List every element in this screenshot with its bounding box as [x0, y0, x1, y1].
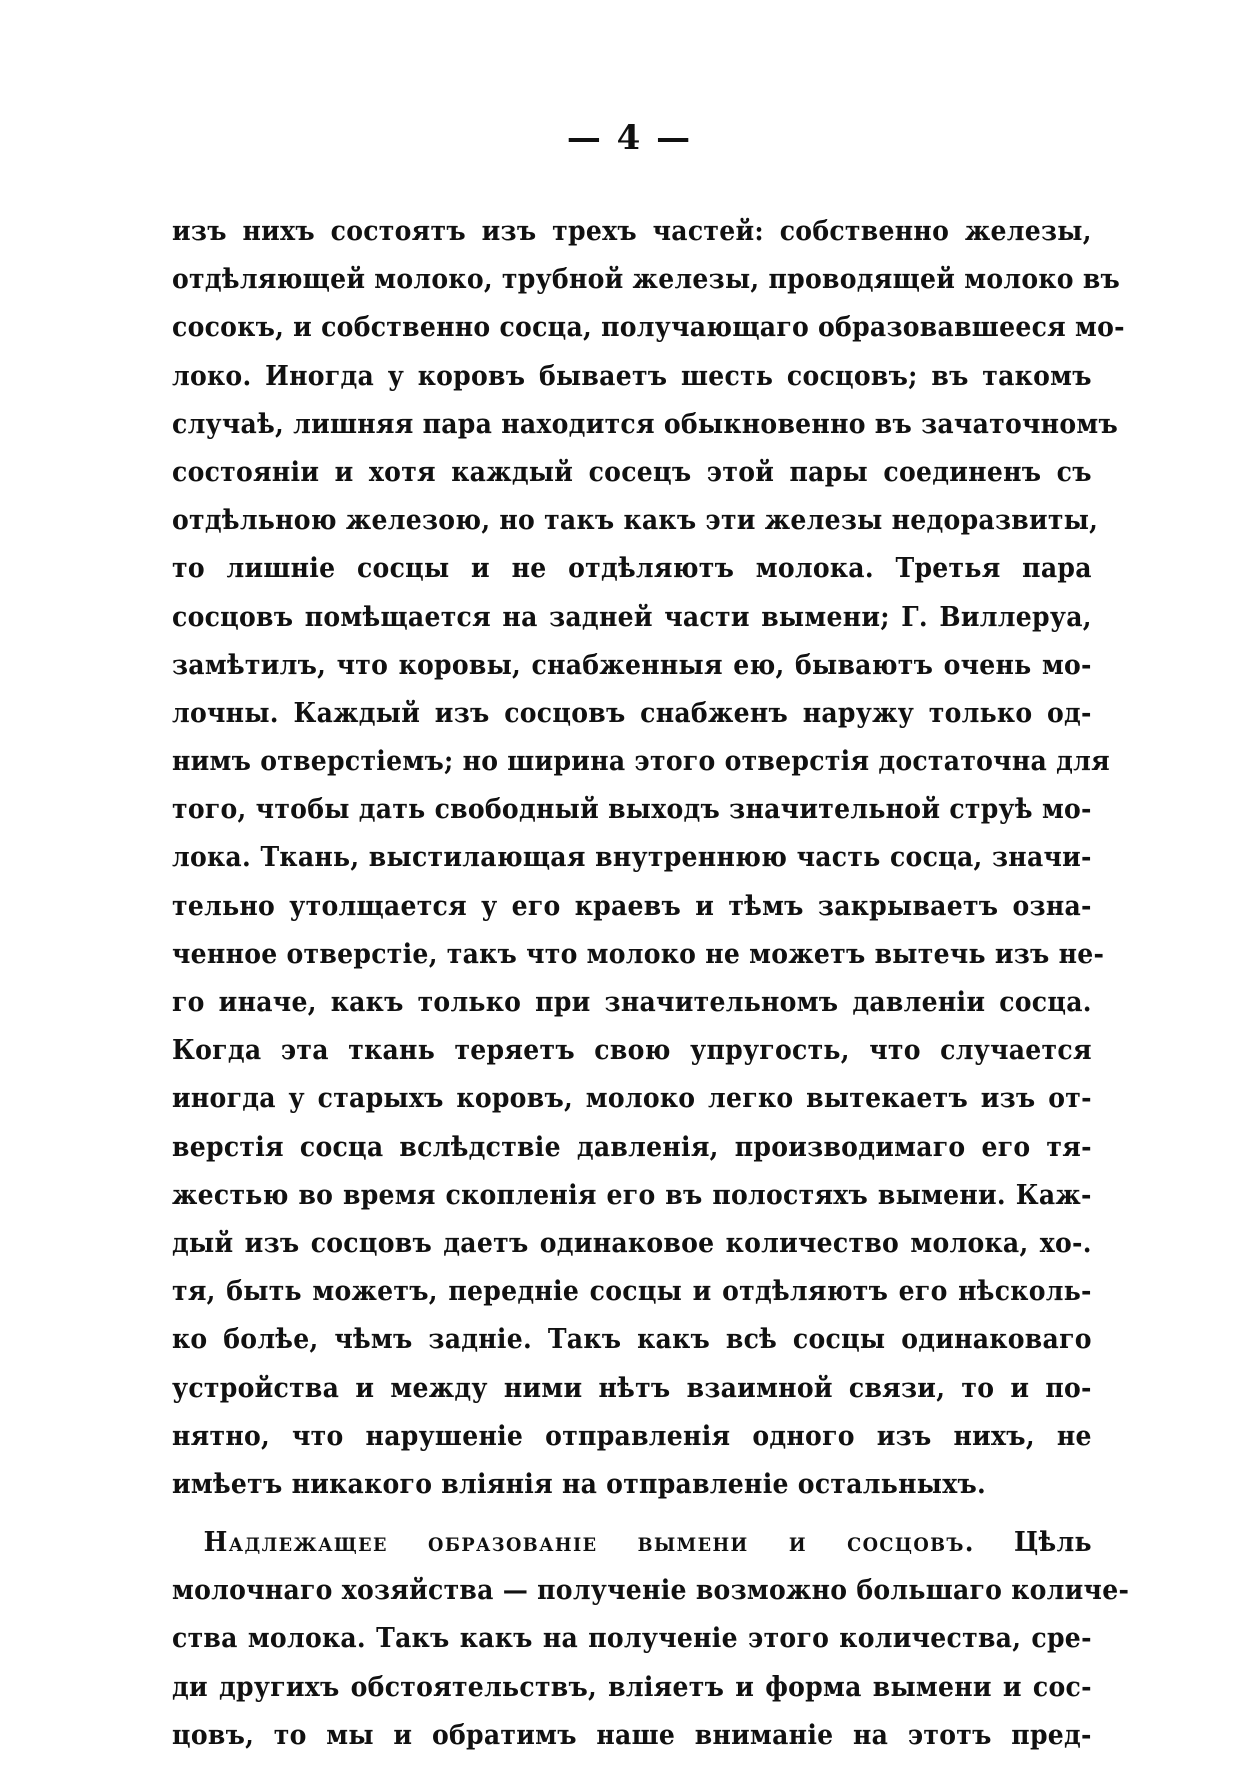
text-line: замѣтилъ, что коровы, снабженныя ею, бываютъ очень мо-: [172, 649, 1092, 681]
text-line: сосокъ, и собственно сосца, получающаго образовавшееся мо-: [172, 312, 1125, 344]
text-line: имѣетъ никакого вліянія на отправленіе остальныхъ.: [172, 1468, 987, 1500]
paragraph-1: [172, 208, 1125, 1509]
text-line: отдѣляющей молоко, трубной железы, проводящей молоко въ: [172, 264, 1121, 296]
text-line: тя, быть можетъ, передніе сосцы и отдѣляютъ его нѣсколь-: [172, 1276, 1092, 1308]
text-line: цовъ, то мы и обратимъ наше вниманіе на этотъ пред-: [172, 1719, 1092, 1751]
text-line: нимъ отверстіемъ; но ширина этого отверстія достаточна для: [172, 746, 1110, 778]
page-number: — 4 —: [566, 118, 693, 158]
text-line: го иначе, какъ только при значительномъ давленіи сосца.: [172, 987, 1092, 1018]
paragraph-2: [172, 1519, 1130, 1760]
text-line: ства молока. Такъ какъ на полученіе этого количества, сре-: [172, 1623, 1092, 1655]
text-line: Когда эта ткань теряетъ свою упругость, что случается: [172, 1035, 1092, 1067]
body-text: [172, 208, 1130, 1760]
text-line: изъ нихъ состоятъ изъ трехъ частей: собственно железы,: [172, 216, 1092, 247]
text-line: случаѣ, лишняя пара находится обыкновенно въ зачаточномъ: [172, 408, 1118, 440]
text-line: сосцовъ помѣщается на задней части вымени; Г. Виллеруа,: [172, 601, 1092, 633]
text-line: лочны. Каждый изъ сосцовъ снабженъ наружу только од-: [172, 697, 1092, 729]
text-line: устройства и между ними нѣтъ взаимной связи, то и по-: [172, 1372, 1092, 1404]
text-line: дый изъ сосцовъ даетъ одинаковое количество молока, хо-.: [172, 1227, 1092, 1259]
text-line: ко болѣе, чѣмъ задніе. Такъ какъ всѣ сосцы одинаковаго: [172, 1324, 1092, 1356]
text-line: то лишніе сосцы и не отдѣляютъ молока. Третья пара: [172, 553, 1092, 585]
text-line: верстія сосца вслѣдствіе давленія, производимаго его тя-: [172, 1131, 1092, 1163]
text-line: отдѣльною железою, но такъ какъ эти железы недоразвиты,: [172, 505, 1099, 537]
text-line: того, чтобы дать свободный выходъ значительной струѣ мо-: [172, 794, 1092, 826]
text-line: тельно утолщается у его краевъ и тѣмъ закрываетъ озна-: [172, 890, 1092, 922]
text-line: ди другихъ обстоятельствъ, вліяетъ и форма вымени и сос-: [172, 1671, 1092, 1703]
text-line: ченное отверстіе, такъ что молоко не можетъ вытечь изъ не-: [172, 938, 1105, 970]
heading-line-rest: Цѣль: [1013, 1527, 1092, 1559]
text-line: жестью во время скопленія его въ полостяхъ вымени. Каж-: [172, 1179, 1092, 1211]
text-line: нятно, что нарушеніе отправленія одного изъ нихъ, не: [172, 1420, 1092, 1452]
text-line: локо. Иногда у коровъ бываетъ шесть сосцовъ; въ такомъ: [172, 360, 1092, 392]
paragraph-2-first-line: [172, 1519, 1092, 1567]
text-line: состояніи и хотя каждый сосецъ этой пары соединенъ съ: [172, 456, 1092, 488]
text-line: иногда у старыхъ коровъ, молоко легко вытекаетъ изъ от-: [172, 1083, 1092, 1115]
section-heading: Надлежащее образованіе вымени и сосцовъ.: [203, 1527, 975, 1559]
text-line: молочнаго хозяйства — полученіе возможно большаго количе-: [172, 1575, 1130, 1607]
text-line: лока. Ткань, выстилающая внутреннюю часть сосца, значи-: [172, 842, 1092, 874]
